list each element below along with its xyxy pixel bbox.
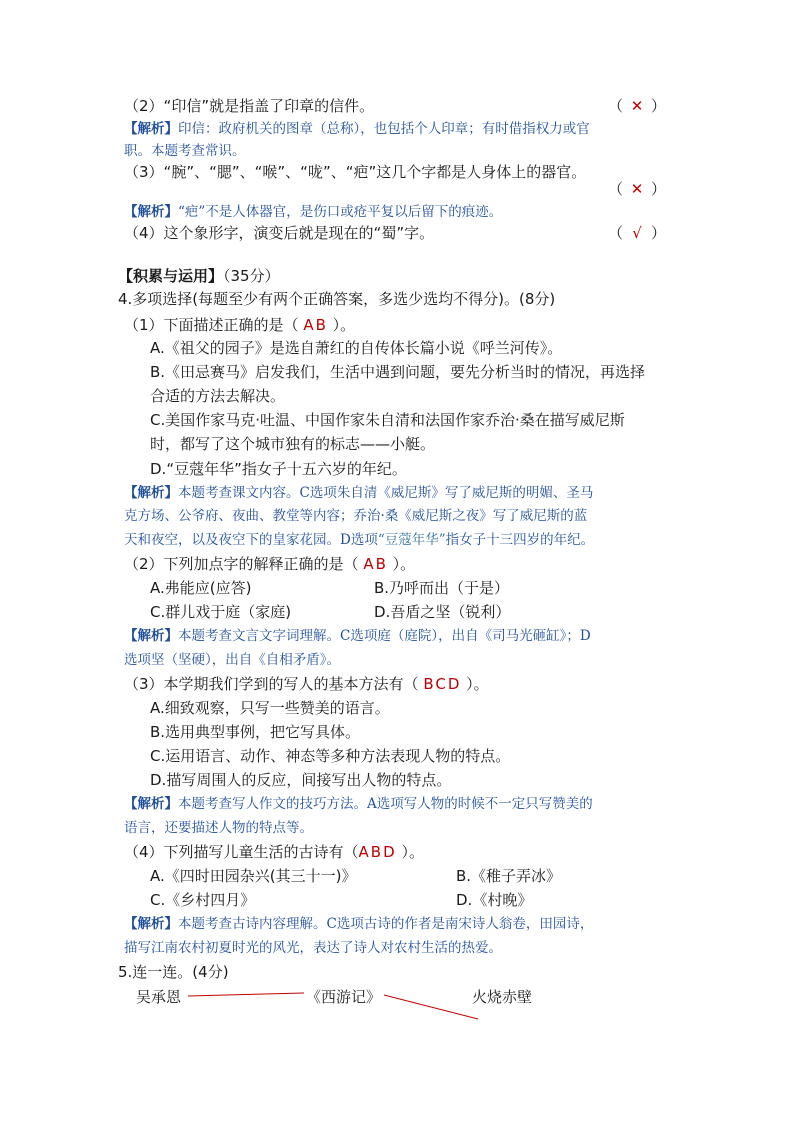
q4-1-option-d: D.“豆蔻年华”指女子十五六岁的年纪。 [150, 460, 407, 478]
q4-1-explanation-line2: 克方场、公爷府、夜曲、教堂等内容；乔治·桑《威尼斯之夜》写了威尼斯的蓝 [124, 508, 588, 524]
check-mark-icon: √ [632, 224, 642, 242]
q5-stem: 5.连一连。(4分) [118, 963, 229, 981]
q4-4-question: （4）下列描写儿童生活的古诗有（ABD ）。 [124, 843, 424, 861]
tf-item-4: （4）这个象形字，演变后就是现在的“蜀”字。 [124, 224, 435, 242]
q5-event: 火烧赤壁 [472, 988, 533, 1006]
q4-4-option-d: D.《村晚》 [456, 891, 533, 909]
q4-1-option-b-line2: 合适的方法去解决。 [150, 387, 286, 405]
tf-mark-2: （ ✕ ） [608, 97, 667, 115]
q4-2-option-c: C.群儿戏于庭（家庭) [150, 603, 292, 621]
q4-3-option-a: A.细致观察，只写一些赞美的语言。 [150, 699, 390, 717]
q4-3-option-c: C.运用语言、动作、神态等多种方法表现人物的特点。 [150, 747, 511, 765]
explanation-tf-3: 【解析】“疤”不是人体器官，是伤口或疮平复以后留下的痕迹。 [124, 204, 503, 220]
answer: AB [303, 316, 328, 334]
q4-2-option-b: B.乃呼而出（于是） [374, 579, 510, 597]
q4-3-option-d: D.描写周围人的反应，间接写出人物的特点。 [150, 771, 452, 789]
match-line-book-event [384, 995, 478, 1019]
q4-1-option-c-line2: 时，都写了这个城市独有的标志——小艇。 [150, 435, 436, 453]
q4-3-option-b: B.选用典型事例，把它写具体。 [150, 723, 361, 741]
q4-2-option-a: A.弗能应(应答) [150, 579, 252, 597]
tf-item-3: （3）“腕”、“腮”、“喉”、“咙”、“疤”这几个字都是人身体上的器官。 [124, 163, 587, 181]
q4-1-option-c-line1: C.美国作家马克·吐温、中国作家朱自清和法国作家乔治·桑在描写威尼斯 [150, 411, 625, 429]
q4-3-explanation-line2: 语言，还要描述人物的特点等。 [124, 820, 313, 836]
tf-mark-3: （ ✕ ） [608, 180, 667, 198]
q4-2-explanation-line2: 选项坚（坚硬），出自《自相矛盾》。 [124, 652, 340, 668]
q4-3-explanation-line1: 【解析】本题考查写人作文的技巧方法。A选项写人物的时候不一定只写赞美的 [124, 796, 593, 812]
answer: AB [363, 555, 388, 573]
tf-mark-4: （ √ ） [608, 224, 667, 242]
q4-4-option-a: A.《四时田园杂兴(其三十一)》 [150, 867, 357, 885]
tf-item-2: （2）“印信”就是指盖了印章的信件。 [124, 97, 375, 115]
q4-4-option-c: C.《乡村四月》 [150, 891, 256, 909]
q4-2-explanation-line1: 【解析】本题考查文言文字词理解。C选项庭（庭院），出自《司马光砸缸》；D [124, 628, 591, 644]
answer: BCD [423, 675, 462, 693]
answer: ABD [358, 843, 397, 861]
q4-4-explanation-line2: 描写江南农村初夏时光的风光，表达了诗人对农村生活的热爱。 [124, 940, 502, 956]
q5-book: 《西游记》 [306, 988, 382, 1006]
match-line-author-book [188, 993, 304, 996]
q4-4-explanation-line1: 【解析】本题考查古诗内容理解。C选项古诗的作者是南宋诗人翁卷，田园诗， [124, 916, 594, 932]
cross-mark-icon: ✕ [630, 97, 644, 115]
q5-author: 吴承恩 [136, 988, 182, 1006]
section-heading: 【积累与运用】（35分） [118, 267, 280, 285]
q4-3-question: （3）本学期我们学到的写人的基本方法有（ BCD ）。 [124, 675, 489, 693]
q4-1-explanation-line3: 天和夜空，以及夜空下的皇家花园。D选项“豆蔻年华”指女子十三四岁的年纪。 [124, 532, 595, 548]
q4-1-explanation-line1: 【解析】本题考查课文内容。C选项朱自清《威尼斯》写了威尼斯的明媚、圣马 [124, 485, 594, 501]
q4-1-option-a: A.《祖父的园子》是选自萧红的自传体长篇小说《呼兰河传》。 [150, 339, 563, 357]
q4-stem: 4.多项选择(每题至少有两个正确答案，多选少选均不得分)。(8分) [118, 290, 556, 308]
q4-2-question: （2）下列加点字的解释正确的是（ AB ）。 [124, 555, 416, 573]
explanation-tf-2-line2: 职。本题考查常识。 [124, 143, 246, 159]
q4-2-option-d: D.吾盾之坚（锐利） [374, 603, 511, 621]
q4-1-question: （1）下面描述正确的是（ AB ）。 [124, 316, 356, 334]
q4-4-option-b: B.《稚子弄冰》 [456, 867, 562, 885]
explanation-tf-2-line1: 【解析】印信：政府机关的图章（总称），也包括个人印章；有时借指权力或官 [124, 121, 590, 137]
q4-1-option-b-line1: B.《田忌赛马》启发我们，生活中遇到问题，要先分析当时的情况，再选择 [150, 363, 646, 381]
cross-mark-icon: ✕ [630, 180, 644, 198]
